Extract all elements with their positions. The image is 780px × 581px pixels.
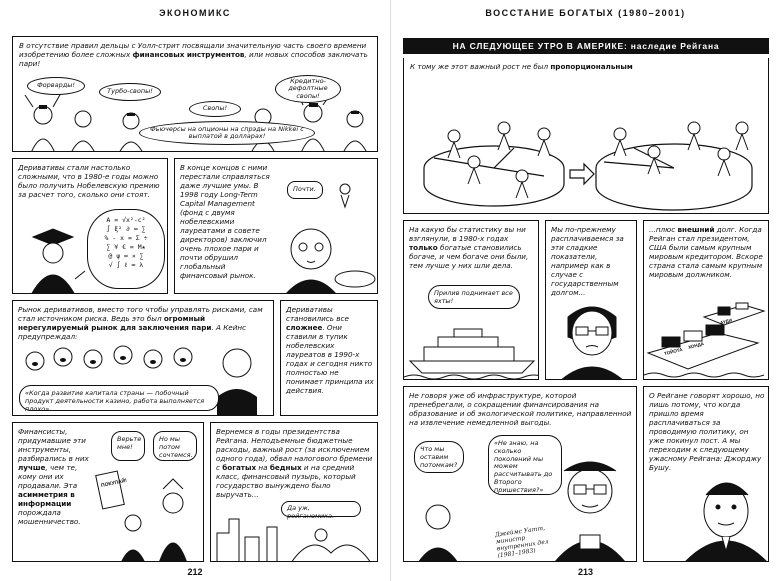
caption-text: на [256,463,270,472]
caption-emphasis: огромный нерегулируемый рынок для заключения пари [18,314,212,332]
formula-line: @ ψ ∞ × ∑ [108,252,144,260]
panel-reaganomics [210,422,378,562]
formula-line: ∫ ξ² ∂ ∞ ∑ [106,225,146,233]
speech-bubble-turbo-swaps [99,83,161,101]
bubble-text: Почти. [293,185,316,193]
panel-disproportionate-growth [403,58,769,214]
panel-caption: В конце концов с ними перестали справляться даже лучшие умы. В 1998 году Long-Term Capital Management (фонд с двумя нобелевскими лауреатами в совете директоров) заключил очень плохое пари и почти обрушил глобальный финансовый рынок. [180,163,270,280]
caption-text: порождала мошенничество. [18,508,81,526]
formula-line: % - x = Σ ÷ [104,234,148,242]
caption-text: , чем те, кому они их продавали. Эта [18,463,78,490]
caption-text: К тому же этот важный рост не был [410,62,551,71]
formula-line: A = √x²-c² [106,216,146,224]
label-text: ТОЙОТА [663,346,683,357]
caption-emphasis: сложнее [286,323,323,332]
speech-bubble-swaps [189,101,241,117]
speech-bubble-nikkei-futures [139,121,315,145]
panel-caption: Деривативы стали настолько сложными, что в 1980-е годы можно было получить Нобелевскую премию за расчет того, сколько они стоят. [18,163,160,199]
panel-caption: Не говоря уже об инфраструктуре, которой пренебрегали, о сокращении финансирования на образование и об экологической политике, направленной на извлечение немедленной выгоды. [409,391,632,427]
panel-information-asymmetry [12,422,204,562]
panel-infrastructure [403,386,637,562]
caption-emphasis: лучше [18,463,46,472]
panel-caption: О Рейгане говорят хорошо, но лишь потому, что когда пришло время расплачиваться за проводимую политику, он уже покинул пост. А мы переходим к следующему ужасному Рейгана: Джорджу Бушу. [649,391,765,472]
caption-emphasis: бедных [269,463,302,472]
speech-bubble-second-coming: «Не знаю, на сколько поколений мы можем рассчитывать до Второго пришествия?» [488,435,562,495]
speech-bubble-rising-tide: Прилив поднимает все яхты! [428,285,520,309]
formula-cloud [87,209,165,289]
caption-text: . А Кейнс предупреждал: [18,323,247,341]
caption-emphasis: финансовых инструментов [132,50,245,59]
caption-text: , или новых способов заключать пари! [19,50,368,68]
yacht-drawing [404,221,539,380]
panel-foreign-debt [643,220,769,380]
left-page-number: 212 [187,567,203,577]
caption-text: Рынок деривативов, вместо того чтобы управлять рисками, сам стал источником риска. Ведь это был [18,305,263,323]
economist-portrait-drawing [175,159,378,294]
right-page-number: 213 [577,567,594,577]
salesman-drawing [13,423,204,562]
speech-bubble-settle-later: Но мы потом сочтемся. [153,431,197,461]
bubble-text: Турбо-свопы! [107,87,153,96]
speech-bubble-credit-default-swaps [275,75,341,103]
section-title: НА СЛЕДУЮЩЕЕ УТРО В АМЕРИКЕ: наследие Рейгана [403,38,769,54]
caption-text: На какую бы статистику вы ни взглянули, в 1980-х годах [409,225,526,243]
quote-box-keynes: «Когда развитие капитала страны — побочный продукт деятельности казино, работа выполняется плохо». [19,385,219,411]
speech-bubble-reaganomics: Да уж, рейганомика. [281,501,361,517]
caption-emphasis: асимметрия в информации [18,490,75,508]
label-text: АУДИ [719,317,733,326]
bubble-text: Фьючерсы на опционы на спрэды на Nikkei с выплатой в долларах! [150,124,304,140]
panel-caption [286,305,374,395]
cargo-ships-drawing [644,221,769,380]
speech-bubble-trust-me: Верьте мне! [111,431,145,461]
caption-text: и на средний класс, финансовый пузырь, который государство вынуждено было выручать... [216,463,356,499]
caption-text: Финансисты, придумавшие эти инструменты, разбирались в них [18,427,89,463]
panel-ltcm [174,158,378,294]
label-text: ХОНДА [687,341,705,350]
bubble-text: Свопы! [202,104,228,113]
formula-line: ∑ ¥ € = M★ [106,243,146,251]
watt-signature-label: Джеймс Уатт, министр внутренних дел (1981–1983) [494,524,550,560]
sign-text: ПОКУПАЙ! [100,477,128,490]
caption-emphasis: пропорциональным [550,62,633,71]
bush-portrait-drawing [644,387,769,562]
left-running-header: ЭКОНОМИКС [159,8,231,18]
right-running-header: ВОССТАНИЕ БОГАТЫХ (1980–2001) [485,8,686,18]
caption-text: . Они ставили в тупик нобелевских лауреатов в 1990-х годах и сегодня никто полностью не понимает принципа их действия. [286,323,374,395]
panel-derivatives-complexity [280,300,378,416]
speech-bubble-what-leave: Что мы оставим потомкам? [414,441,464,473]
caption-text: ...плюс [649,225,678,234]
caption-text: Деривативы становились все [286,305,349,323]
caption-text: Вернемся в годы президентства Рейгана. Неподъемные бюджетные расходы, важный рост (за исключением одного года), обвал налогового бремени с [216,427,373,472]
panel-rising-tide [403,220,539,380]
worried-man-drawing [546,221,637,380]
panel-nobel-derivatives [12,158,168,294]
caption-text: богатые становились богаче, и чем богаче они были, тем лучше у них шли дела. [409,243,529,270]
panel-caption: Мы по-прежнему расплачиваемся за эти сладкие показатели, например как в случае с государственным долгом... [551,225,624,297]
ruined-city-drawing [211,423,378,562]
caption-emphasis: внешний [677,225,715,234]
formula-line: √ ∫ ℓ ∞ λ [108,261,144,269]
pie-comparison-drawing [404,58,769,214]
caption-emphasis: только [409,243,438,252]
panel-keynes-warning [12,300,274,416]
caption-text: долг. Когда Рейган стал президентом, США были самым крупным мировым кредитором. Вскоре страна стала самым крупным мировым должником. [649,225,763,279]
bubble-text: Форварды! [37,81,75,90]
caption-emphasis: богатых [222,463,257,472]
right-page [390,0,780,581]
panel-reagan-legacy [643,386,769,562]
panel-financial-instruments [12,36,378,152]
panel-national-debt [545,220,637,380]
caption-text: В отсутствие правил дельцы с Уолл-стрит посвящали значительную часть своего времени изобретению более сложных [19,41,367,59]
speech-bubble-forwards [27,77,85,95]
bubble-text: Кредитно-дефолтные свопы! [288,76,328,100]
